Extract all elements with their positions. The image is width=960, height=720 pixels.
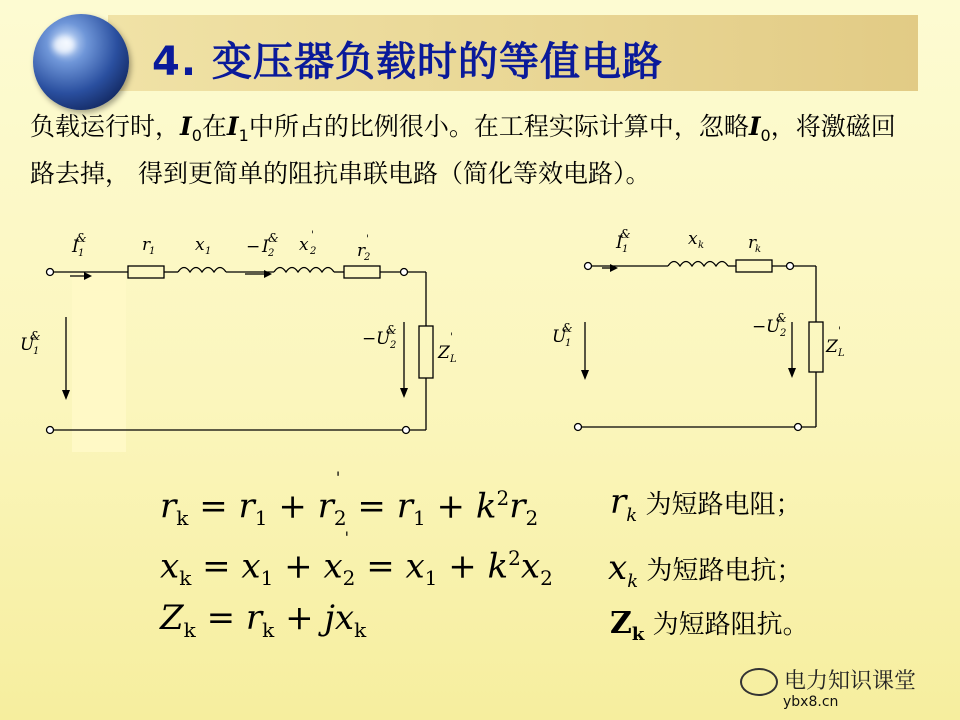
r2-resistor [344, 266, 380, 278]
svg-text:&: & [562, 321, 573, 335]
svg-text:Z: Z [826, 337, 838, 357]
svg-text:k: k [698, 240, 705, 251]
svg-text:I: I [616, 233, 623, 253]
svg-text:1: 1 [78, 248, 85, 259]
x1-inductor [178, 268, 226, 273]
watermark: 电力知识课堂 [740, 664, 916, 696]
svg-text:': ' [366, 234, 369, 245]
legend-rk: $r_k$ 为短路电阻； [610, 482, 802, 526]
svg-text:&: & [620, 227, 631, 241]
svg-text:2: 2 [310, 246, 317, 257]
equation-rk: $r_k = r_1 + r_2 = r_1 + k^2r_2$ [160, 486, 539, 531]
wechat-icon [740, 668, 778, 696]
xk-inductor [668, 262, 728, 267]
svg-text:U: U [376, 329, 391, 349]
intro-paragraph: 负载运行时，$I_0$在$I_1$中所占的比例很小。在工程实际计算中，忽略$I_0$，将激磁回路去掉， 得到更简单的阻抗串联电路（简化等效电路）。 [30, 112, 896, 188]
simplified-circuit-left [0, 222, 460, 452]
globe-logo-icon [33, 14, 129, 110]
svg-text:&: & [76, 231, 87, 245]
svg-text:−: − [752, 317, 767, 337]
svg-text:L: L [838, 348, 845, 359]
simplified-circuit-right [540, 222, 860, 452]
svg-text:I: I [72, 237, 79, 257]
svg-text:1: 1 [565, 338, 572, 349]
svg-text:−: − [246, 237, 261, 257]
svg-text:r: r [748, 233, 757, 253]
svg-text:': ' [311, 230, 314, 241]
svg-text:r: r [357, 241, 366, 261]
zl-load-right [809, 322, 823, 372]
svg-text:1: 1 [33, 346, 40, 357]
svg-text:1: 1 [622, 244, 629, 255]
legend-xk: $x_k$ 为短路电抗； [608, 548, 803, 592]
x2-inductor [274, 268, 334, 273]
svg-text:x: x [195, 235, 205, 255]
svg-text:U: U [20, 335, 35, 355]
svg-text:−: − [362, 329, 377, 349]
zl-load [419, 326, 433, 378]
svg-text:Z: Z [438, 343, 450, 363]
svg-text:&: & [776, 311, 787, 325]
slide-title: 4. 变压器负载时的等值电路 [152, 39, 663, 85]
equation-zk: $Z_k = r_k + jx_k$ [160, 598, 367, 642]
svg-text:&: & [268, 231, 279, 245]
svg-text:2: 2 [780, 328, 787, 339]
rk-resistor [736, 260, 772, 272]
svg-text:U: U [552, 327, 567, 347]
svg-text:': ' [450, 332, 453, 343]
svg-text:': ' [838, 326, 841, 337]
svg-text:U: U [766, 317, 781, 337]
svg-text:k: k [755, 244, 762, 255]
svg-text:2: 2 [390, 340, 397, 351]
svg-text:x: x [688, 229, 698, 249]
svg-text:2: 2 [364, 252, 371, 263]
svg-text:I: I [262, 237, 269, 257]
svg-text:L: L [450, 354, 457, 365]
svg-text:x: x [299, 235, 309, 255]
legend-zk: $Z_k$ 为短路阻抗。 [610, 606, 809, 645]
equation-xk: $x_k = x_1 + x_2 = x_1 + k^2x_2$ [160, 546, 553, 591]
r1-resistor [128, 266, 164, 278]
svg-text:&: & [386, 323, 397, 337]
site-watermark: ybx8.cn [783, 694, 839, 710]
svg-text:&: & [30, 329, 41, 343]
svg-text:r: r [142, 235, 151, 255]
svg-text:1: 1 [205, 246, 212, 257]
svg-text:2: 2 [268, 248, 275, 259]
highlight-strip [72, 272, 126, 452]
svg-text:1: 1 [149, 246, 156, 257]
